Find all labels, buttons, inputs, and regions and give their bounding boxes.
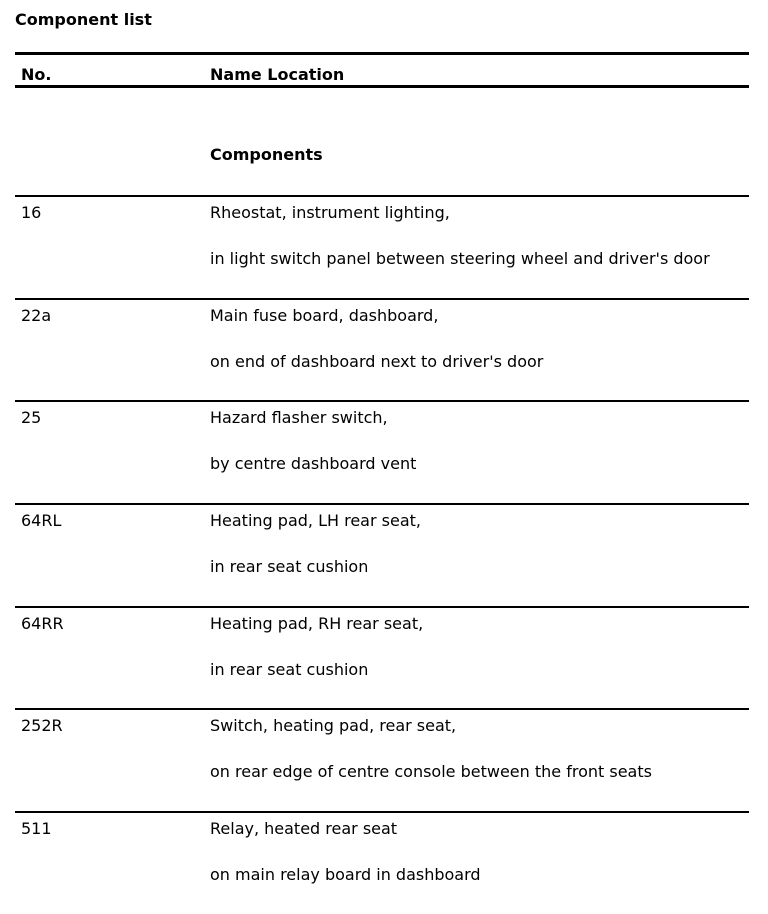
table-row (15, 503, 749, 606)
component-location: in rear seat cushion (210, 659, 369, 679)
component-number: 22a (21, 305, 52, 325)
table-row (15, 606, 749, 709)
component-number: 25 (21, 408, 42, 428)
component-location: by centre dashboard vent (210, 454, 417, 474)
component-name: Rheostat, instrument lighting, (210, 203, 450, 222)
component-table (15, 52, 749, 914)
component-location: on main relay board in dashboard (210, 865, 481, 885)
component-number: 511 (21, 819, 52, 839)
table-row (15, 400, 749, 503)
table-row (15, 195, 749, 298)
component-number: 64RR (21, 613, 64, 633)
table-row (15, 298, 749, 401)
component-number: 16 (21, 203, 42, 222)
component-number: 64RL (21, 511, 62, 531)
column-header-number: No. (21, 65, 52, 84)
column-header-name-location: Name Location (210, 65, 345, 84)
component-name: Switch, heating pad, rear seat, (210, 716, 457, 736)
component-name: Relay, heated rear seat (210, 819, 398, 839)
section-heading-components: Components (210, 145, 323, 164)
component-name: Heating pad, RH rear seat, (210, 613, 424, 633)
table-row (15, 708, 749, 811)
component-location: in light switch panel between steering wheel and driver's door (210, 249, 710, 268)
table-row (15, 811, 749, 914)
section-heading-row (15, 88, 749, 195)
component-name: Heating pad, LH rear seat, (210, 511, 421, 531)
component-location: in rear seat cushion (210, 557, 369, 577)
component-location: on rear edge of centre console between the front seats (210, 762, 652, 782)
page-title: Component list (15, 10, 152, 29)
component-location: on end of dashboard next to driver's door (210, 351, 544, 371)
component-number: 252R (21, 716, 63, 736)
component-name: Main fuse board, dashboard, (210, 305, 439, 325)
table-header-row (15, 52, 749, 88)
component-name: Hazard flasher switch, (210, 408, 388, 428)
